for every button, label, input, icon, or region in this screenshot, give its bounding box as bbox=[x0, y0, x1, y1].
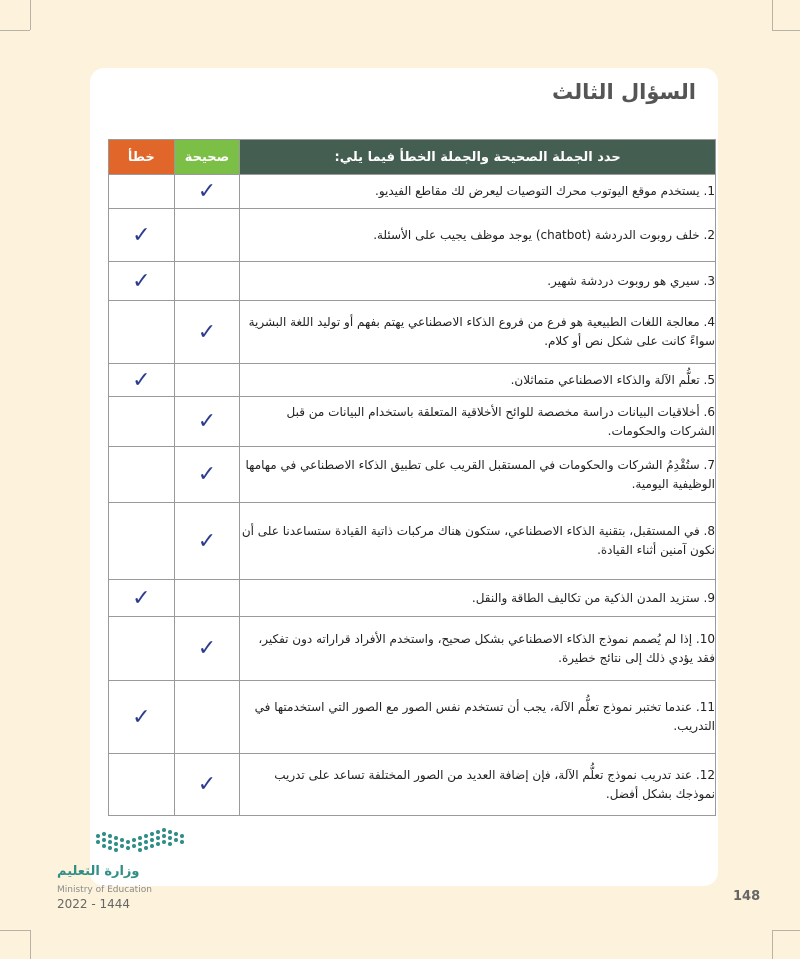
statement-text: 7. ستُقْدِمُ الشركات والحكومات في المستقبل القريب على تطبيق الذكاء الاصطناعي في مهامها الوظيفية اليومية. bbox=[240, 447, 716, 503]
false-cell[interactable] bbox=[109, 681, 175, 754]
crop-mark bbox=[772, 930, 773, 959]
check-icon: ✓ bbox=[132, 367, 151, 393]
false-cell[interactable] bbox=[109, 503, 175, 580]
statement-text: 6. أخلاقيات البيانات دراسة مخصصة للوائح الأخلاقية المتعلقة باستخدام البيانات من قبل الشركات والحكومات. bbox=[240, 397, 716, 447]
table-row bbox=[109, 617, 716, 681]
crop-mark bbox=[772, 930, 800, 931]
true-cell[interactable] bbox=[174, 209, 240, 262]
table-row bbox=[109, 754, 716, 816]
check-icon: ✓ bbox=[132, 704, 151, 730]
true-cell[interactable] bbox=[174, 617, 240, 681]
table-row bbox=[109, 503, 716, 580]
check-icon: ✓ bbox=[197, 319, 217, 345]
false-cell[interactable] bbox=[109, 364, 175, 397]
check-icon: ✓ bbox=[197, 636, 217, 661]
table-row bbox=[109, 580, 716, 617]
true-cell[interactable] bbox=[174, 397, 240, 447]
statement-text: 12. عند تدريب نموذج تعلُّم الآلة، فإن إضافة العديد من الصور المختلفة تساعد على تدريب نموذجك بشكل أفضل. bbox=[240, 754, 716, 816]
true-cell[interactable] bbox=[174, 503, 240, 580]
table-row bbox=[109, 175, 716, 209]
check-icon: ✓ bbox=[197, 528, 217, 554]
ministry-name-arabic: وزارة التعليم bbox=[57, 864, 140, 879]
false-cell[interactable] bbox=[109, 397, 175, 447]
check-icon: ✓ bbox=[197, 772, 217, 797]
false-cell[interactable] bbox=[109, 209, 175, 262]
table-row bbox=[109, 301, 716, 364]
statement-text: 5. تعلُّم الآلة والذكاء الاصطناعي متماثلان. bbox=[240, 364, 716, 397]
false-cell[interactable] bbox=[109, 447, 175, 503]
crop-mark bbox=[772, 0, 773, 30]
true-cell[interactable] bbox=[174, 364, 240, 397]
true-cell[interactable] bbox=[174, 580, 240, 617]
false-cell[interactable] bbox=[109, 301, 175, 364]
false-cell[interactable] bbox=[109, 617, 175, 681]
statement-text: 3. سيري هو روبوت دردشة شهير. bbox=[240, 262, 716, 301]
true-cell[interactable] bbox=[174, 447, 240, 503]
crop-mark bbox=[772, 30, 800, 31]
table-row bbox=[109, 397, 716, 447]
true-cell[interactable] bbox=[174, 754, 240, 816]
table-row bbox=[109, 447, 716, 503]
check-icon: ✓ bbox=[132, 268, 151, 294]
table-row bbox=[109, 262, 716, 301]
ministry-name-english: Ministry of Education bbox=[57, 885, 152, 895]
table-row bbox=[109, 209, 716, 262]
statement-text: 11. عندما تختبر نموذج تعلُّم الآلة، يجب أن تستخدم نفس الصور مع الصور التي استخدمتها في التدريب. bbox=[240, 681, 716, 754]
true-cell[interactable] bbox=[174, 262, 240, 301]
check-icon: ✓ bbox=[197, 462, 217, 487]
true-false-table bbox=[108, 139, 716, 816]
crop-mark bbox=[0, 930, 30, 931]
statement-text: 9. ستزيد المدن الذكية من تكاليف الطاقة والنقل. bbox=[240, 580, 716, 617]
ministry-logo-icon bbox=[92, 826, 192, 856]
check-icon: ✓ bbox=[197, 179, 217, 204]
page-title: السؤال الثالث bbox=[551, 80, 696, 104]
header-true: صحيحة bbox=[174, 140, 240, 175]
page-number: 148 bbox=[733, 889, 761, 904]
check-icon: ✓ bbox=[132, 222, 151, 248]
crop-mark bbox=[30, 930, 31, 959]
false-cell[interactable] bbox=[109, 580, 175, 617]
statement-text: 8. في المستقبل، بتقنية الذكاء الاصطناعي، ستكون هناك مركبات ذاتية القيادة ستساعدنا على أن نكون آمنين أثناء القيادة. bbox=[240, 503, 716, 580]
header-statement: حدد الجملة الصحيحة والجملة الخطأ فيما يلي: bbox=[240, 140, 716, 175]
check-icon: ✓ bbox=[132, 585, 151, 611]
false-cell[interactable] bbox=[109, 262, 175, 301]
statement-text: 2. خلف روبوت الدردشة (chatbot) يوجد موظف يجيب على الأسئلة. bbox=[240, 209, 716, 262]
statement-text: 4. معالجة اللغات الطبيعية هو فرع من فروع الذكاء الاصطناعي يهتم بفهم أو توليد اللغة البشرية سواءً كانت على شكل نص أو كلام. bbox=[240, 301, 716, 364]
false-cell[interactable] bbox=[109, 754, 175, 816]
table-header-row bbox=[109, 140, 716, 175]
table-row bbox=[109, 681, 716, 754]
header-false: خطأ bbox=[109, 140, 175, 175]
statement-text: 10. إذا لم يُصمم نموذج الذكاء الاصطناعي بشكل صحيح، واستخدم الأفراد قراراته دون تفكير، فقد يؤدي ذلك إلى نتائج خطيرة. bbox=[240, 617, 716, 681]
check-icon: ✓ bbox=[197, 409, 217, 434]
true-cell[interactable] bbox=[174, 681, 240, 754]
edition-year: 2022 - 1444 bbox=[57, 897, 131, 911]
false-cell[interactable] bbox=[109, 175, 175, 209]
table-row bbox=[109, 364, 716, 397]
true-cell[interactable] bbox=[174, 175, 240, 209]
crop-mark bbox=[0, 30, 30, 31]
statement-text: 1. يستخدم موقع اليوتوب محرك التوصيات ليعرض لك مقاطع الفيديو. bbox=[240, 175, 716, 209]
true-cell[interactable] bbox=[174, 301, 240, 364]
crop-mark bbox=[30, 0, 31, 30]
